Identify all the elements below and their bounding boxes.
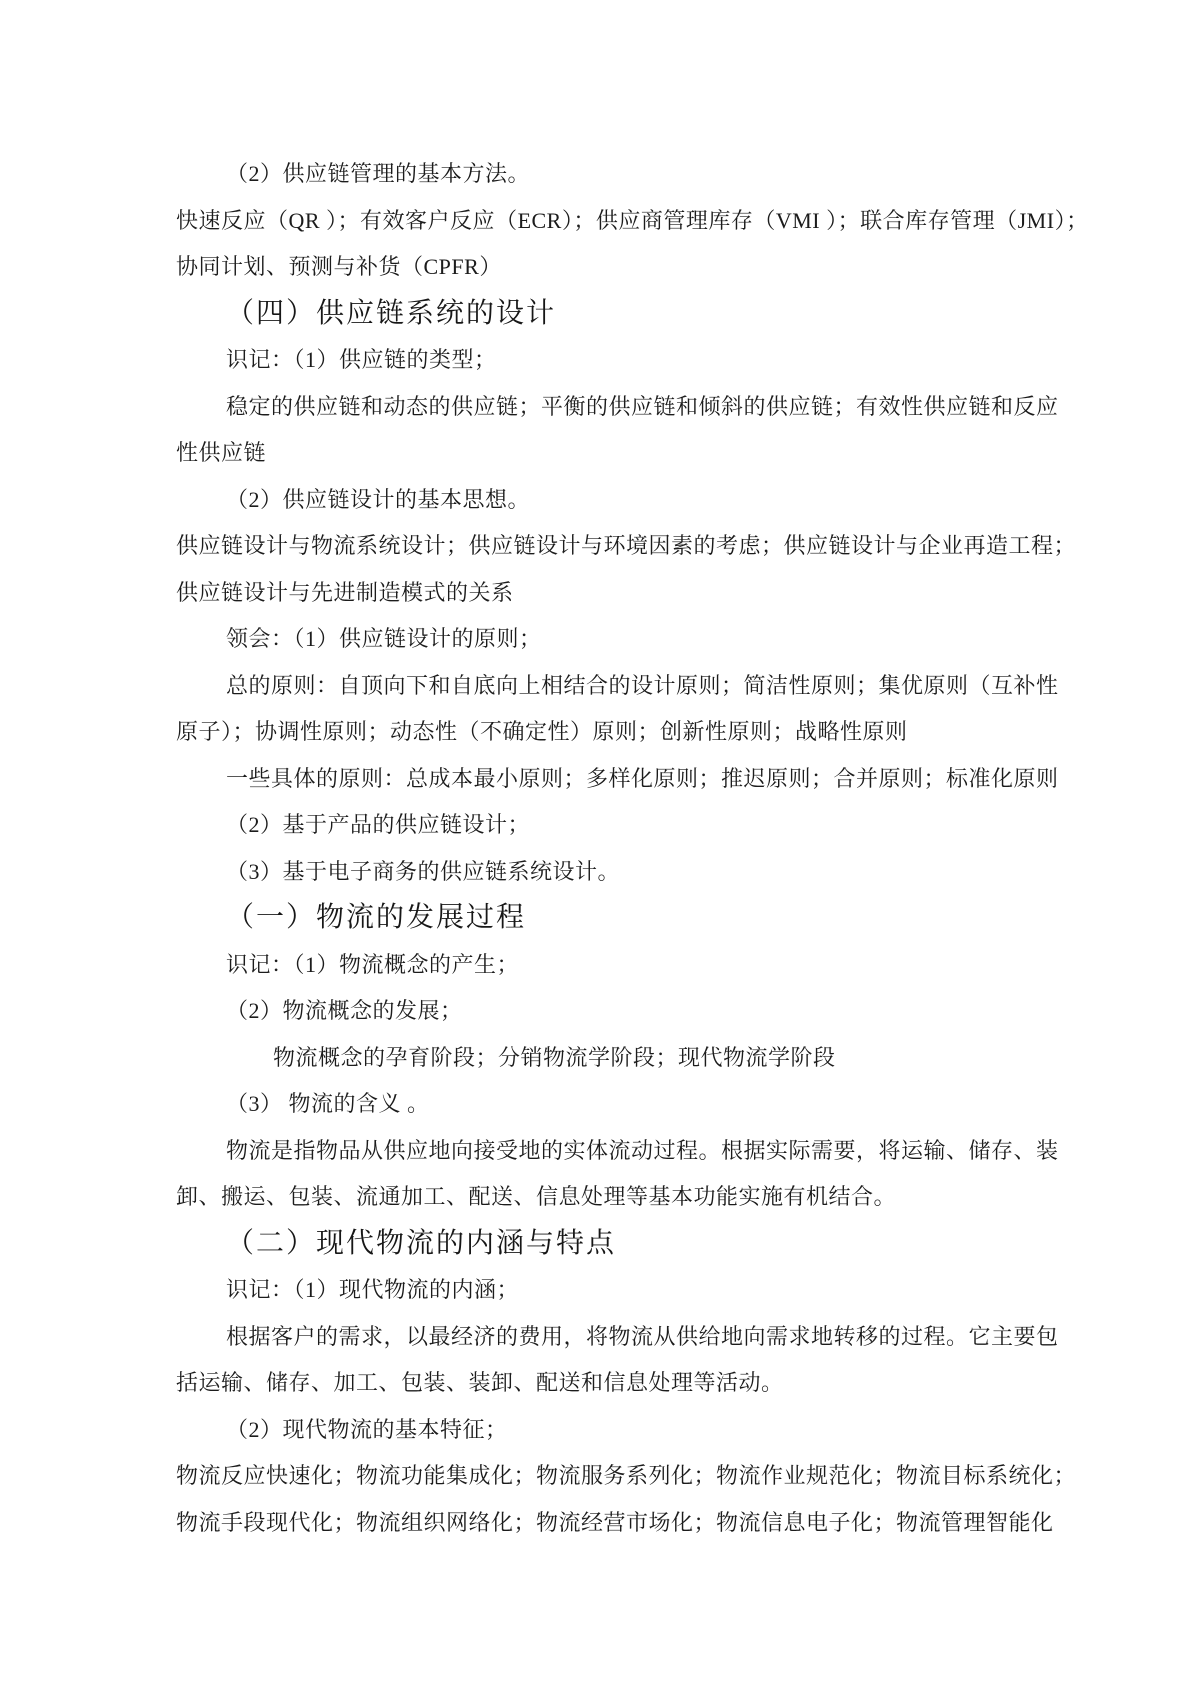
- text-line: 识记：（1）供应链的类型；: [226, 347, 497, 372]
- text-line: 快速反应（QR ）；有效客户反应（ECR）；供应商管理库存（VMI ）；联合库存管理（JMI）；: [176, 207, 1089, 233]
- document-text-block: [176, 151, 1089, 1546]
- text-line: 原子）；协调性原则；动态性（不确定性）原则；创新性原则；战略性原则: [176, 719, 908, 744]
- text-line: 识记：（1）物流概念的产生；: [226, 951, 520, 977]
- text-line: （2）供应链设计的基本思想。: [226, 486, 531, 512]
- text-line: 协同计划、预测与补货（CPFR）: [176, 254, 502, 279]
- text-line: 卸、搬运、包装、流通加工、配送、信息处理等基本功能实施有机结合。: [176, 1184, 897, 1209]
- text-line: 领会：（1）供应链设计的原则；: [226, 626, 542, 651]
- text-line: 供应链设计与先进制造模式的关系: [176, 579, 514, 605]
- text-line: 物流反应快速化；物流功能集成化；物流服务系列化；物流作业规范化；物流目标系统化；: [176, 1463, 1077, 1488]
- text-line: 物流是指物品从供应地向接受地的实体流动过程。根据实际需要，将运输、储存、装: [226, 1137, 1059, 1163]
- text-line: （2）现代物流的基本特征；: [226, 1416, 508, 1442]
- text-line: （2）物流概念的发展；: [226, 998, 463, 1023]
- text-line: 一些具体的原则：总成本最小原则；多样化原则；推迟原则；合并原则；标准化原则: [226, 765, 1059, 791]
- text-line: 根据客户的需求，以最经济的费用，将物流从供给地向需求地转移的过程。它主要包: [226, 1323, 1059, 1349]
- text-line: 物流概念的孕育阶段；分销物流学阶段；现代物流学阶段: [273, 1044, 836, 1070]
- text-line: 性供应链: [176, 440, 267, 465]
- text-line: （3）基于电子商务的供应链系统设计。: [226, 858, 621, 884]
- text-line: （3） 物流的含义 。: [226, 1091, 430, 1116]
- text-line: 稳定的供应链和动态的供应链；平衡的供应链和倾斜的供应链；有效性供应链和反应: [226, 393, 1059, 419]
- section-heading: （二）现代物流的内涵与特点: [226, 1227, 617, 1259]
- section-heading: （一）物流的发展过程: [226, 902, 527, 933]
- section-heading: （四）供应链系统的设计: [226, 297, 557, 329]
- text-line: 供应链设计与物流系统设计；供应链设计与环境因素的考虑；供应链设计与企业再造工程；: [176, 533, 1077, 558]
- text-line: （2）基于产品的供应链设计；: [226, 812, 531, 837]
- text-line: （2）供应链管理的基本方法。: [226, 161, 531, 186]
- text-line: 识记：（1）现代物流的内涵；: [226, 1277, 520, 1302]
- text-line: 物流手段现代化；物流组织网络化；物流经营市场化；物流信息电子化；物流管理智能化: [176, 1509, 1054, 1535]
- text-line: 总的原则：自顶向下和自底向上相结合的设计原则；简洁性原则；集优原则（互补性: [226, 672, 1059, 698]
- text-line: 括运输、储存、加工、包装、装卸、配送和信息处理等活动。: [176, 1370, 784, 1395]
